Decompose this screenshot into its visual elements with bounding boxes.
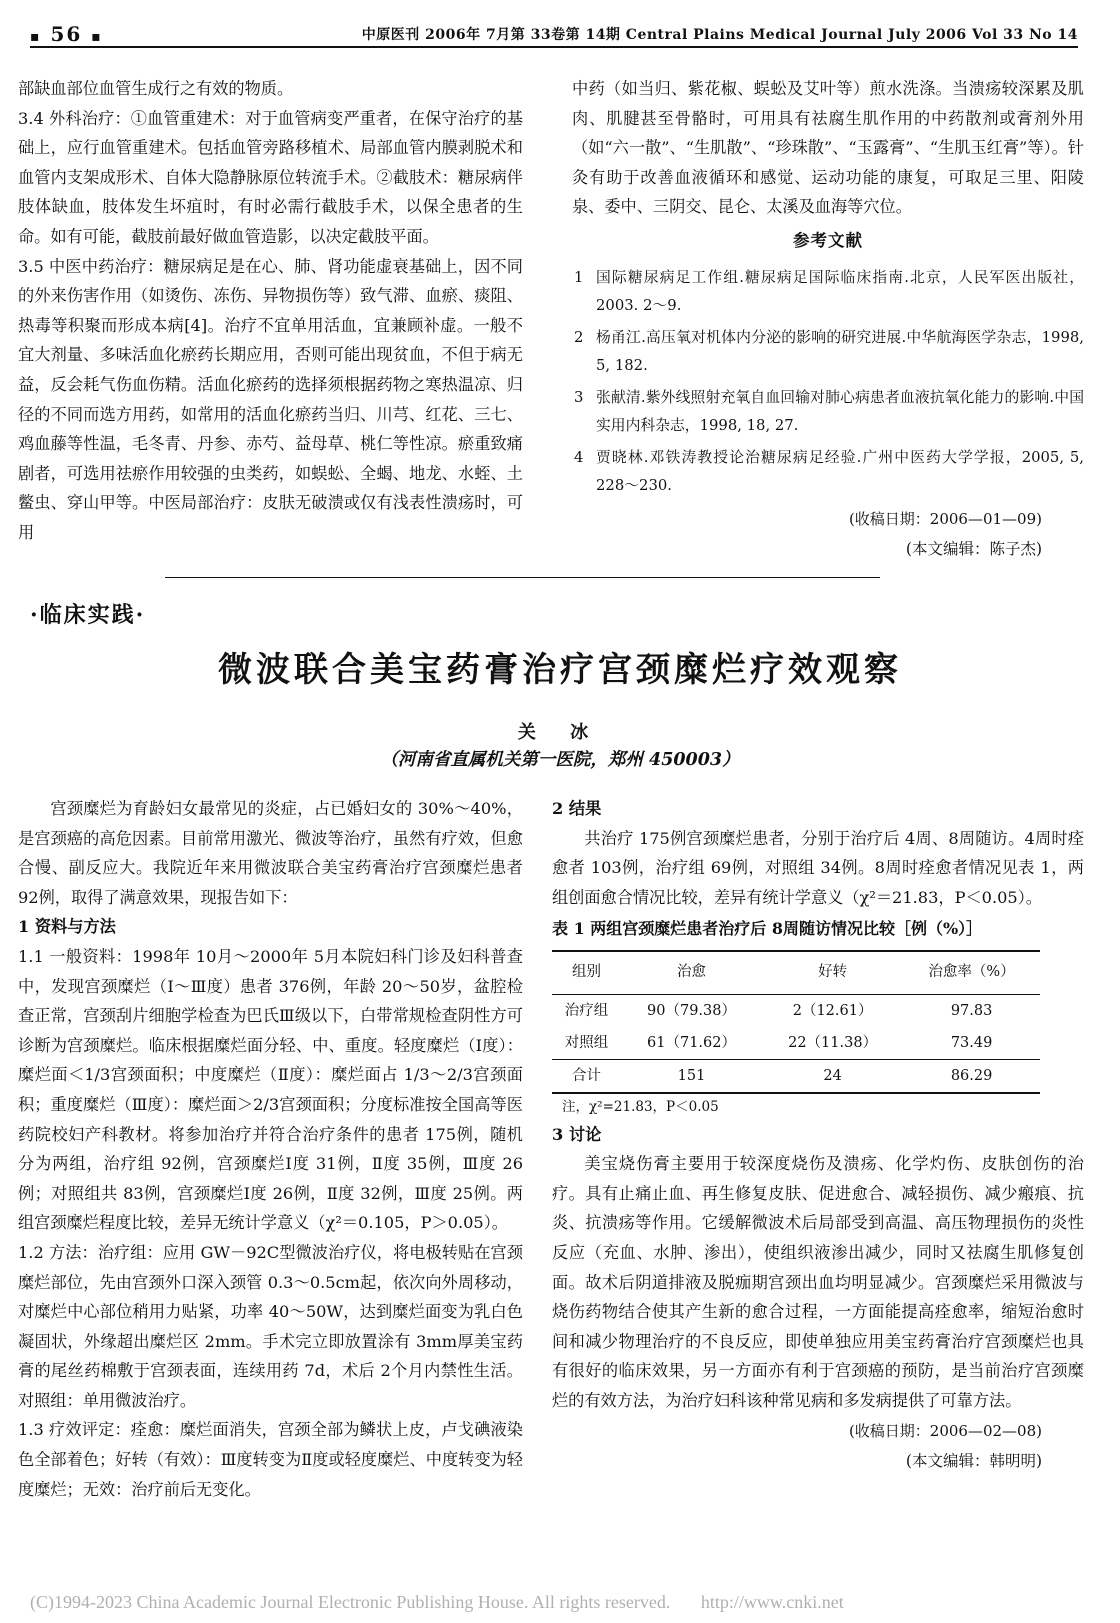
table-cell: 2（12.61） bbox=[792, 1002, 873, 1019]
copyright-footer bbox=[30, 1592, 1090, 1613]
heading-discussion: 3 讨论 bbox=[552, 1124, 602, 1144]
journal-running-head: 中原医刊 2006年 7月第 33卷第 14期 Central Plains Medical Journal July 2006 Vol 33 No 14 bbox=[361, 27, 1078, 43]
copyright-text: (C)1994-2023 China Academic Journal Electronic Publishing House. All rights reserved. bbox=[30, 1592, 671, 1612]
article-right-column bbox=[552, 794, 1084, 1476]
section-3-4: 3.4 外科治疗：①血管重建术：对于血管病变严重者，在保守治疗的基础上，应行血管重建术。包括血管旁路移植术、局部血管内膜剥脱术和血管内支架成形术、自体大隐静脉原位转流手术。②截肢术：糖尿病伴肢体缺血，肢体发生坏疽时，有时必需行截肢手术，以保全患者的生命。如有可能，截肢前最好做血管造影，以决定截肢平面。 bbox=[18, 108, 523, 246]
table-header-cell: 治愈率（%） bbox=[903, 951, 1040, 994]
received-date: (收稿日期：2006—02—08) bbox=[848, 1421, 1042, 1440]
table-caption: 表 1 两组宫颈糜烂患者治疗后 8周随访情况比较［例（%）］ bbox=[552, 919, 983, 939]
heading-materials-methods: 1 资料与方法 bbox=[18, 917, 116, 937]
section-category: ·临床实践· bbox=[30, 602, 146, 628]
editor-credit: (本文编辑：陈子杰) bbox=[905, 539, 1042, 558]
section-1-1: 1.1 一般资料：1998年 10月～2000年 5月本院妇科门诊及妇科普查中，发现宫颈糜烂（Ⅰ～Ⅲ度）患者 376例，年龄 20～50岁，盆腔检查正常，宫颈刮片细胞学检查为巴氏Ⅲ级以下，白带常规检查阴性方可诊断为宫颈糜烂。临床根据糜烂面分轻、中、重度。轻度糜烂（Ⅰ度）：糜烂面＜1/3宫颈面积；中度糜烂（Ⅱ度）：糜烂面占 1/3～2/3宫颈面积；重度糜烂（Ⅲ度）：糜烂面＞2/3宫颈面积；分度标准按全国高等医药院校妇产科教材。将参加治疗并符合治疗条件的患者 175例，随机分为两组，治疗组 92例，宫颈糜烂Ⅰ度 31例，Ⅱ度 35例，Ⅲ度 26例；对照组共 83例，宫颈糜烂Ⅰ度 26例，Ⅱ度 32例，Ⅲ度 25例。两组宫颈糜烂程度比较，差异无统计学意义（χ²＝0.105，P＞0.05）。 bbox=[18, 946, 523, 1233]
section-1-2: 1.2 方法：治疗组：应用 GW－92C型微波治疗仪，将电极转贴在宫颈糜烂部位，先由宫颈外口深入颈管 0.3～0.5cm起，依次向外周移动，对糜烂中心部位稍用力贴紧，功率 40～50W，达到糜烂面变为乳白色凝固状，外缘超出糜烂区 2mm。手术完立即放置涂有 3mm厚美宝药膏的尾丝药棉敷于宫颈表面，连续用药 7d，术后 2个月内禁性生活。对照组：单用微波治疗。 bbox=[18, 1242, 523, 1410]
reference-item: 2 杨甬江.高压氧对机体内分泌的影响的研究进展.中华航海医学杂志，1998, 5, 182. bbox=[574, 328, 1084, 374]
prev-article-right-column bbox=[572, 74, 1084, 564]
article-left-column bbox=[18, 794, 523, 1504]
table-cell: 86.29 bbox=[903, 1059, 1040, 1093]
table-cell: 61（71.62） bbox=[647, 1034, 736, 1051]
table-cell: 对照组 bbox=[564, 1034, 609, 1051]
table-total-row bbox=[552, 1059, 1040, 1093]
table-header-cell: 好转 bbox=[762, 951, 903, 994]
prev-paragraph: 部缺血部位血管生成行之有效的物质。 bbox=[18, 79, 294, 98]
author-affiliation: （河南省直属机关第一医院，郑州 450003） bbox=[380, 750, 740, 770]
reference-item: 3 张献清.紫外线照射充氧自血回输对肺心病患者血液抗氧化能力的影响.中国实用内科杂志，1998, 18, 27. bbox=[574, 388, 1084, 434]
table-cell: 97.83 bbox=[950, 1002, 993, 1019]
table-header-cell: 组别 bbox=[552, 951, 621, 994]
table-note: 注，χ²=21.83，P＜0.05 bbox=[562, 1098, 719, 1115]
prev-article-left-column bbox=[18, 74, 523, 548]
table-cell: 73.49 bbox=[950, 1034, 993, 1051]
table-row bbox=[552, 994, 1040, 1027]
article-author: 关 冰 bbox=[517, 722, 603, 743]
intro-paragraph: 宫颈糜烂为育龄妇女最常见的炎症，占已婚妇女的 30%～40%，是宫颈癌的高危因素。目前常用激光、微波等治疗，虽然有疗效，但愈合慢、副反应大。我院近年来用微波联合美宝药膏治疗宫颈糜烂患者 92例，取得了满意效果，现报告如下： bbox=[18, 799, 523, 907]
table-header-row bbox=[552, 951, 1040, 994]
references-title: 参考文献 bbox=[793, 230, 863, 250]
results-table bbox=[552, 950, 1040, 1094]
table-header-cell: 治愈 bbox=[621, 951, 762, 994]
reference-list bbox=[572, 264, 1084, 500]
discussion-paragraph: 美宝烧伤膏主要用于较深度烧伤及溃疡、化学灼伤、皮肤创伤的治疗。具有止痛止血、再生修复皮肤、促进愈合、减轻损伤、减少瘢痕、抗炎、抗溃疡等作用。它缓解微波术后局部受到高温、高压物理损伤的炎性反应（充血、水肿、渗出），使组织液渗出减少，同时又祛腐生肌修复创面。故术后阴道排液及脱痂期宫颈出血均明显减少。宫颈糜烂采用微波与烧伤药物结合使其产生新的愈合过程，一方面能提高痊愈率，缩短治愈时间和减少物理治疗的不良反应，即使单独应用美宝药膏治疗宫颈糜烂也具有很好的临床效果，另一方面亦有利于宫颈癌的预防，是当前治疗宫颈糜烂的有效方法，为治疗妇科该种常见病和多发病提供了可靠方法。 bbox=[552, 1154, 1084, 1410]
table-cell: 合计 bbox=[552, 1059, 621, 1093]
table-cell: 22（11.38） bbox=[788, 1034, 878, 1051]
editor-credit: (本文编辑：韩明明) bbox=[905, 1451, 1042, 1470]
received-date: (收稿日期：2006—01—09) bbox=[848, 509, 1042, 528]
table-row bbox=[552, 1027, 1040, 1060]
reference-item: 1 国际糖尿病足工作组.糖尿病足国际临床指南.北京，人民军医出版社，2003. 2～9. bbox=[574, 268, 1084, 314]
header-rule bbox=[30, 46, 1078, 48]
table-cell: 151 bbox=[621, 1059, 762, 1093]
section-3-5: 3.5 中医中药治疗：糖尿病足是在心、肺、肾功能虚衰基础上，因不同的外来伤害作用（如烫伤、冻伤、异物损伤等）致气滞、血瘀、痰阻、热毒等积聚而形成本病[4]。治疗不宜单用活血，宜兼顾补虚。一般不宜大剂量、多味活血化瘀药长期应用，否则可能出现贫血，不但于病无益，反会耗气伤血伤精。活血化瘀药的选择须根据药物之寒热温凉、归径的不同而选方用药，如常用的活血化瘀药当归、川芎、红花、三七、鸡血藤等性温，毛冬青、丹参、赤芍、益母草、桃仁等性凉。瘀重致痛剧者，可选用祛瘀作用较强的虫类药，如蜈蚣、全蝎、地龙、水蛭、土鳖虫、穿山甲等。中医局部治疗：皮肤无破溃或仅有浅表性溃疡时，可用 bbox=[18, 256, 523, 542]
table-cell: 90（79.38） bbox=[647, 1002, 736, 1019]
reference-item: 4 贾晓林.邓铁涛教授论治糖尿病足经验.广州中医药大学学报，2005, 5, 228～230. bbox=[574, 448, 1084, 494]
section-1-3: 1.3 疗效评定：痊愈：糜烂面消失，宫颈全部为鳞状上皮，卢戈碘液染色全部着色；好转（有效）：Ⅲ度转变为Ⅱ度或轻度糜烂、中度转变为轻度糜烂；无效：治疗前后无变化。 bbox=[18, 1420, 523, 1499]
results-paragraph: 共治疗 175例宫颈糜烂患者，分别于治疗后 4周、8周随访。4周时痊愈者 103例，治疗组 69例，对照组 34例。8周时痊愈者情况见表 1，两组创面愈合情况比较，差异有统计学意义（χ²＝21.83，P＜0.05）。 bbox=[552, 828, 1084, 907]
table-cell: 治疗组 bbox=[564, 1002, 609, 1019]
page-number: ▪ 56 ▪ bbox=[30, 22, 103, 46]
table-cell: 24 bbox=[762, 1059, 903, 1093]
article-divider bbox=[165, 577, 880, 578]
article-title: 微波联合美宝药膏治疗宫颈糜烂疗效观察 bbox=[218, 650, 902, 690]
prev-right-paragraph: 中药（如当归、紫花椒、蜈蚣及艾叶等）煎水洗涤。当溃疡较深累及肌肉、肌腱甚至骨骼时，可用具有祛腐生肌作用的中药散剂或膏剂外用（如“六一散”、“生肌散”、“珍珠散”、“玉露膏”、“生肌玉红膏”等）。针灸有助于改善血液循环和感觉、运动功能的康复，可取足三里、阳陵泉、委中、三阴交、昆仑、太溪及血海等穴位。 bbox=[572, 79, 1084, 217]
heading-results: 2 结果 bbox=[552, 799, 602, 818]
site-url: http://www.cnki.net bbox=[700, 1592, 844, 1612]
page-header bbox=[30, 18, 1078, 48]
